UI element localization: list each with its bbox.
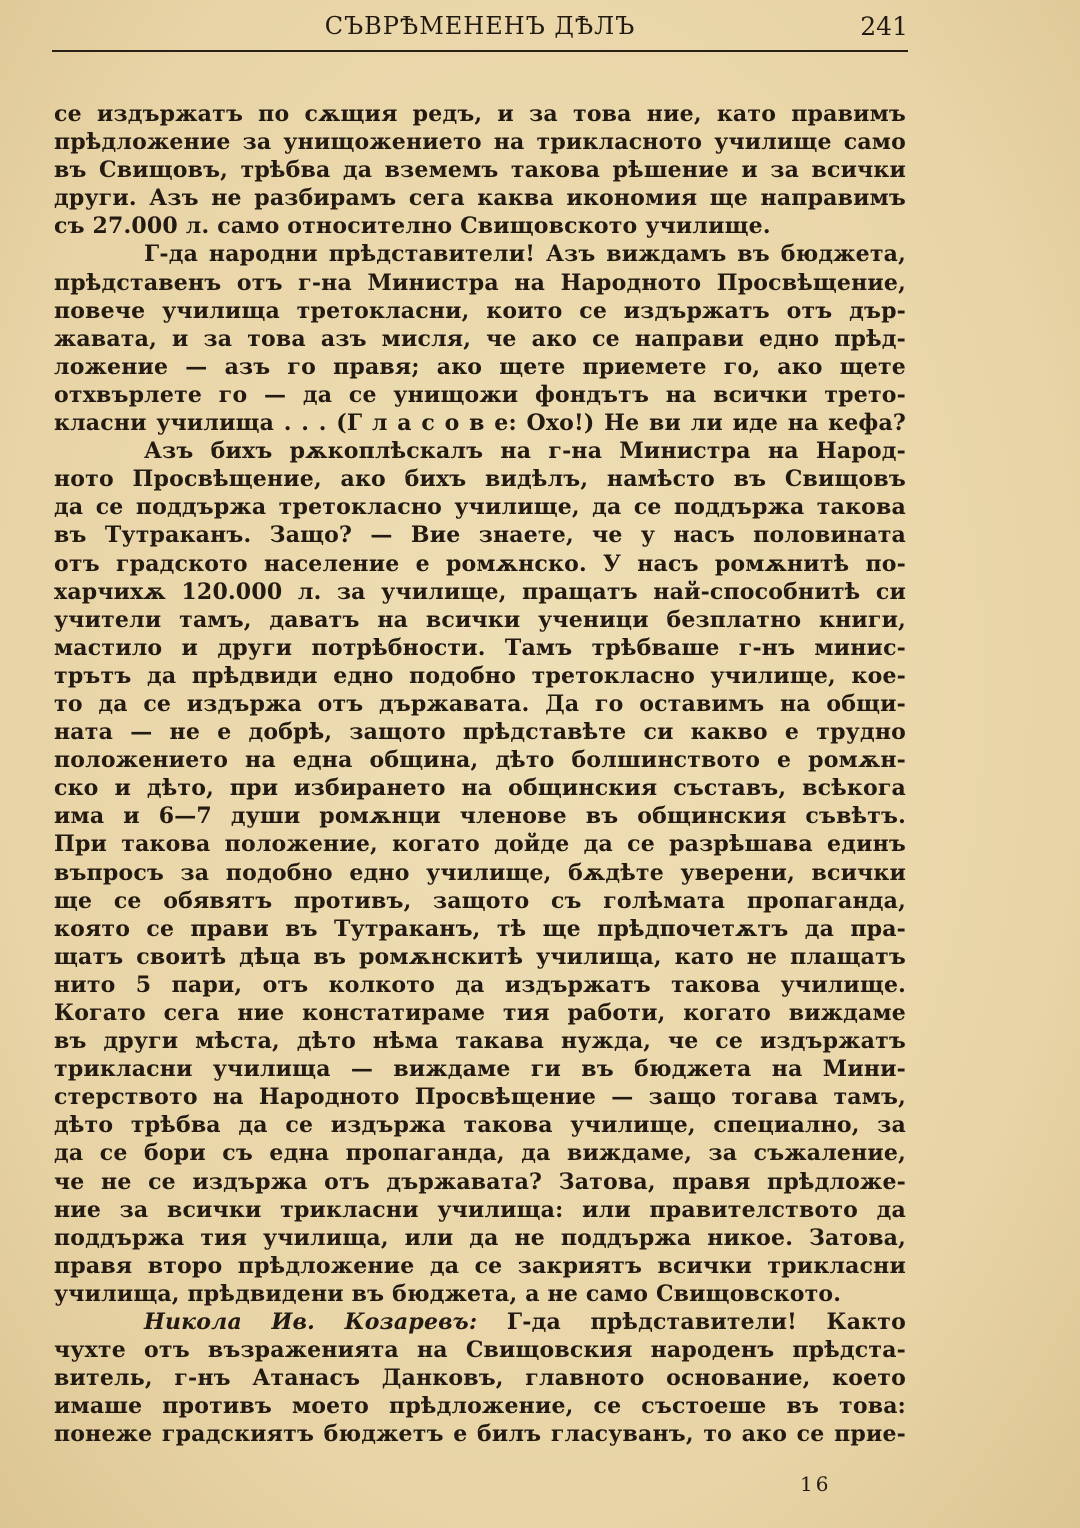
running-head: СЪВРѢМЕНЕНЪ ДѢЛЪ <box>324 12 636 40</box>
speaker-name: Никола Ив. Козаревъ: <box>144 1309 478 1336</box>
text-line: стерството на Народното Просвѣщение — защо тогава тамъ, <box>54 1084 906 1111</box>
text-line: трътъ да прѣдвиди едно подобно третокласно училище, кое- <box>54 662 906 689</box>
text-line: да се бори съ една пропаганда, да виждаме, за съжаление, <box>54 1140 906 1167</box>
paragraph <box>54 437 906 1308</box>
text-line: въпросъ за подобно едно училище, бѫдѣте уверени, всички <box>54 859 906 886</box>
page-header <box>52 10 908 56</box>
text-line: витель, г-нъ Атанасъ Данковъ, главното основание, което <box>54 1365 906 1392</box>
text-line: правя второ прѣдложение да се закриятъ всички трикласни <box>54 1252 906 1279</box>
text-line: прѣдложение за унищожението на трикласното училище само <box>54 129 906 156</box>
text-line: ско и дѣто, при избирането на общинския съставъ, всѣкога <box>54 775 906 802</box>
text-line: щатъ своитѣ дѣца въ ромѫнскитѣ училища, като не плащатъ <box>54 943 906 970</box>
text-line: трикласни училища — виждаме ги въ бюджета на Мини- <box>54 1056 906 1083</box>
text-line: жавата, и за това азъ мисля, че ако се направи едно прѣд- <box>54 325 906 352</box>
text-line: ние за всички трикласни училища: или правителството да <box>54 1196 906 1223</box>
header-rule <box>52 50 908 52</box>
text-line: дѣто трѣбва да се издържа такова училище, специално, за <box>54 1112 906 1139</box>
text-line: поддържа тия училища, или да не поддържа никое. Затова, <box>54 1224 906 1251</box>
signature-mark: 16 <box>800 1472 832 1496</box>
text-line: ще се обявятъ противъ, защото съ голѣмата пропаганда, <box>54 887 906 914</box>
text-line: въ други мѣста, дѣто нѣма такава нужда, че се издържатъ <box>54 1028 906 1055</box>
text-line: чухте отъ възраженията на Свищовския народенъ прѣдста- <box>54 1337 906 1364</box>
text-line <box>54 1308 906 1336</box>
text-line: класни училища . . . (Г л а с о в е: Охо!) Не ви ли иде на кефа? <box>54 410 906 437</box>
text-line: Г-да народни прѣдставители! Азъ виждамъ въ бюджета, <box>144 241 906 268</box>
text-line: да се поддържа третокласно училище, да се поддържа такова <box>54 494 906 521</box>
paragraph <box>54 100 906 240</box>
paragraph <box>54 240 906 437</box>
text-line: въ Тутраканъ. Защо? — Вие знаете, че у насъ половината <box>54 522 906 549</box>
text-line: съ 27.000 л. само относително Свищовското училище. <box>54 213 771 240</box>
text-line: че не се издържа отъ държавата? Затова, правя прѣдложе- <box>54 1168 906 1195</box>
text-line: повече училища третокласни, които се издържатъ отъ дър- <box>54 297 906 324</box>
text-line: то да се издържа отъ държавата. Да го оставимъ на общи- <box>54 690 906 717</box>
text-line: При такова положение, когато дойде да се разрѣшава единъ <box>54 831 906 858</box>
text-line: ното Просвѣщение, ако бихъ видѣлъ, намѣсто въ Свищовъ <box>54 466 906 493</box>
text-line: има и 6—7 души ромѫнци членове въ общинския съвѣтъ. <box>54 803 906 830</box>
text-line: други. Азъ не разбирамъ сега каква икономия ще направимъ <box>54 185 906 212</box>
text-line: нито 5 пари, отъ колкото да издържатъ такова училище. <box>54 971 906 998</box>
text-line: ложение — азъ го правя; ако щете приемете го, ако щете <box>54 353 906 380</box>
body-text <box>54 100 906 1449</box>
text-fragment: Г-да прѣдставители! Както <box>477 1309 906 1336</box>
text-line: харчихѫ 120.000 л. за училище, пращатъ най-способнитѣ си <box>54 578 906 605</box>
text-line: въ Свищовъ, трѣбва да вземемъ такова рѣшение и за всички <box>54 157 906 184</box>
text-line: имаше противъ моето прѣдложение, се състоеше въ това: <box>54 1393 906 1420</box>
text-line: отхвърлете го — да се унищожи фондътъ на всички трето- <box>54 381 906 408</box>
text-line: положението на една община, дѣто болшинството е ромѫн- <box>54 747 906 774</box>
text-line: училища, прѣдвидени въ бюджета, а не само Свищовското. <box>54 1280 842 1307</box>
text-line: мастило и други потрѣбности. Тамъ трѣбваше г-нъ минис- <box>54 634 906 661</box>
text-line: ната — не е добрѣ, защото прѣдставѣте си какво е трудно <box>54 719 906 746</box>
text-line: понеже градскиятъ бюджетъ е билъ гласуванъ, то ако се прие- <box>54 1421 906 1448</box>
text-line: прѣдставенъ отъ г-на Министра на Народното Просвѣщение, <box>54 269 906 296</box>
page-number: 241 <box>860 12 908 41</box>
text-line: Азъ бихъ рѫкоплѣскалъ на г-на Министра на Народ- <box>144 438 906 465</box>
text-line: която се прави въ Тутраканъ, тѣ ще прѣдпочетѫтъ да пра- <box>54 915 906 942</box>
text-line: учители тамъ, даватъ на всички ученици безплатно книги, <box>54 606 906 633</box>
paragraph <box>54 1308 906 1448</box>
text-line: Когато сега ние констатираме тия работи, когато виждаме <box>54 1000 906 1026</box>
text-line: отъ градското население е ромѫнско. У насъ ромѫнитѣ по- <box>54 550 906 577</box>
text-line: се издържатъ по сѫщия редъ, и за това ние, като правимъ <box>54 101 906 127</box>
